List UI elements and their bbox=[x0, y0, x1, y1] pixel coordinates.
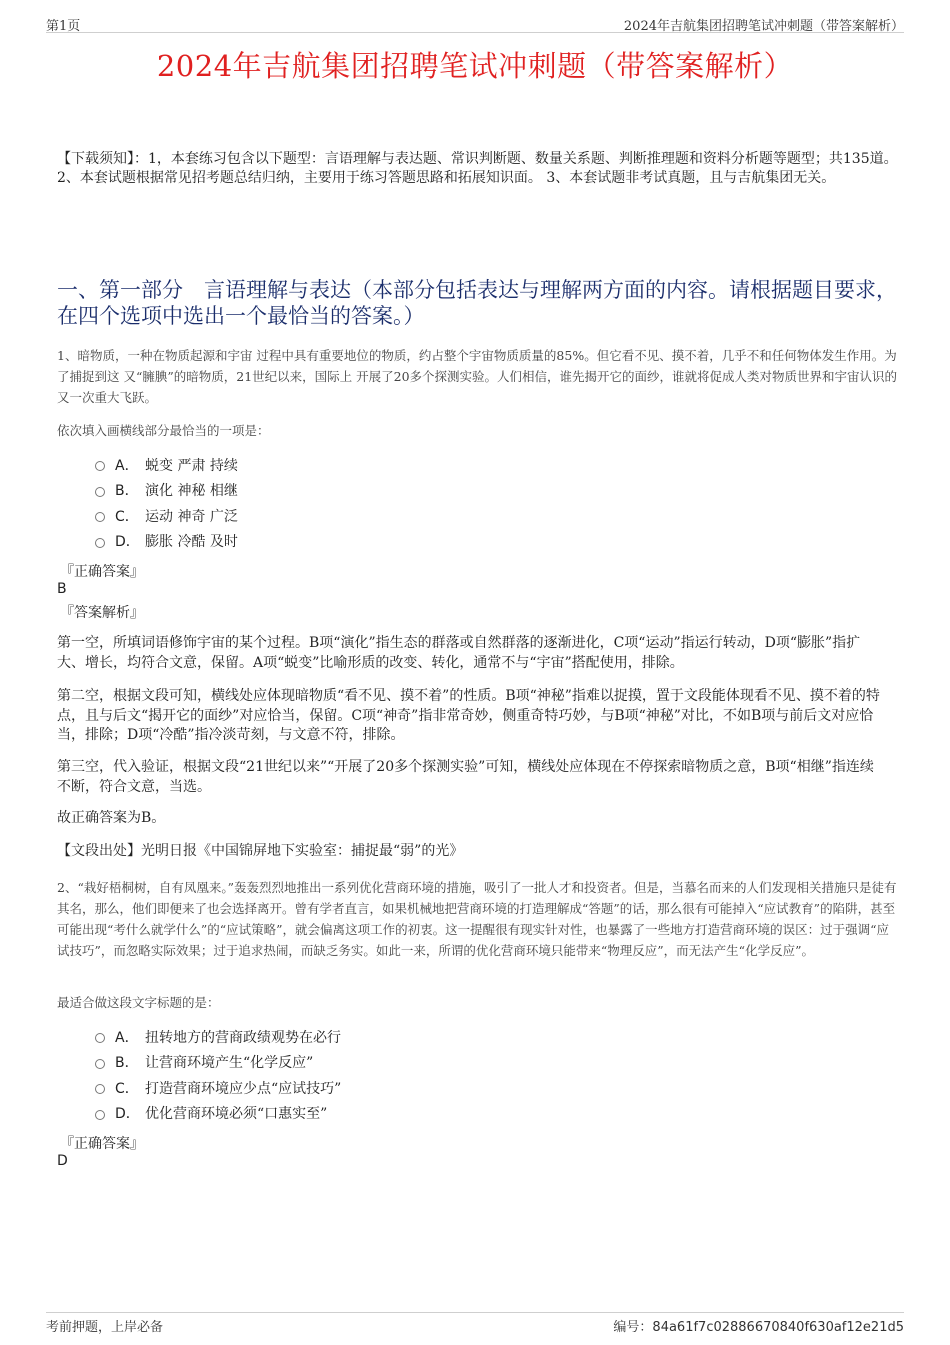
text-source: 【文段出处】光明日报《中国锦屏地下实验室：捕捉最“弱”的光》 bbox=[57, 843, 464, 859]
document-code: 编号：84a61f7c02886670840f630af12e21d5 bbox=[613, 1320, 904, 1335]
question-2-prompt: 最适合做这段文字标题的是： bbox=[57, 995, 220, 1010]
option-a[interactable]: A． 扭转地方的营商政绩观势在必行 bbox=[95, 1024, 341, 1050]
option-text: 让营商环境产生“化学反应” bbox=[145, 1055, 314, 1072]
radio-icon[interactable] bbox=[95, 512, 105, 522]
option-d[interactable]: D． 优化营商环境必须“口惠实至” bbox=[95, 1101, 341, 1127]
option-c[interactable]: C． 打造营商环境应少点“应试技巧” bbox=[95, 1075, 341, 1101]
question-1-text: 1、暗物质，一种在物质起源和宇宙 过程中具有重要地位的物质，约占整个宇宙物质质量的85%。但它看不见、摸不着，几乎不和任何物体发生作用。为了捕捉到这 又“臃腆”的暗物质，21世纪以来，国际上 开展了20多个探测实验。人们相信，谁先揭开它的面纱，谁就将促成人类对物质世界和宇宙认识的又一次重大飞跃。 bbox=[57, 348, 898, 405]
correct-answer-label: 『正确答案』 bbox=[60, 564, 144, 580]
option-text: 打造营商环境应少点“应试技巧” bbox=[145, 1080, 342, 1097]
document-title: 2024年吉航集团招聘笔试冲刺题（带答案解析） bbox=[156, 49, 794, 83]
option-text: 优化营商环境必须“口惠实至” bbox=[145, 1106, 328, 1123]
correct-answer-value: B bbox=[57, 581, 67, 597]
radio-icon[interactable] bbox=[95, 487, 105, 497]
footer-slogan: 考前押题，上岸必备 bbox=[46, 1320, 164, 1335]
question-1-prompt: 依次填入画横线部分最恰当的一项是： bbox=[57, 423, 270, 438]
analysis-paragraph: 第三空，代入验证，根据文段“21世纪以来”“开展了20多个探测实验”可知，横线处应体现在不停探索暗物质之意，B项“相继”指连续不断，符合文意，当选。 bbox=[57, 759, 874, 795]
radio-icon[interactable] bbox=[95, 538, 105, 548]
question-2-options bbox=[95, 1024, 341, 1126]
analysis-paragraph: 第二空，根据文段可知，横线处应体现暗物质“看不见、摸不着”的性质。B项“神秘”指难以捉摸，置于文段能体现看不见、摸不着的特点，且与后文“揭开它的面纱”对应恰当，保留。C项“神奇”指非常奇妙，侧重奇特巧妙，与B项“神秘”对比，不如B项与前后文对应恰当，排除；D项“冷酷”指冷淡苛刻，与文意不符，排除。 bbox=[57, 688, 880, 743]
question-2-text: 2、“栽好梧桐树，自有凤凰来。”轰轰烈烈地推出一系列优化营商环境的措施，吸引了一批人才和投资者。但是，当慕名而来的人们发现相关措施只是徒有其名，那么，他们即便来了也会选择离开。曾有学者直言，如果机械地把营商环境的打造理解成“答题”的话，那么很有可能掉入“应试教育”的陷阱，甚至可能出现“考什么就学什么”的“应试策略”，就会偏离这项工作的初衷。这一提醒很有现实针对性，也暴露了一些地方打造营商环境的误区：过于强调“应试技巧”，而忽略实际效果；过于追求热闹，而缺乏务实。如此一来，所谓的优化营商环境只能带来“物理反应”，而无法产生“化学反应”。 bbox=[57, 880, 897, 958]
page-number: 第1页 bbox=[46, 19, 81, 34]
option-text: 蜕变 严肃 持续 bbox=[145, 457, 238, 474]
option-c[interactable]: C． 运动 神奇 广泛 bbox=[95, 503, 238, 529]
page-header bbox=[46, 12, 904, 33]
option-b[interactable]: B． 让营商环境产生“化学反应” bbox=[95, 1050, 341, 1076]
option-b[interactable]: B． 演化 神秘 相继 bbox=[95, 478, 238, 504]
option-text: 运动 神奇 广泛 bbox=[145, 508, 238, 525]
correct-answer-value: D bbox=[57, 1153, 68, 1169]
download-notice: 【下载须知】：1，本套练习包含以下题型：言语理解与表达题、常识判断题、数量关系题、判断推理题和资料分析题等题型；共135道。 2、本套试题根据常见招考题总结归纳，主要用于练习答题思路和拓展知识面。 3、本套试题非考试真题，且与吉航集团无关。 bbox=[57, 151, 898, 186]
correct-answer-label: 『正确答案』 bbox=[60, 1136, 144, 1152]
question-1-options bbox=[95, 452, 238, 554]
radio-icon[interactable] bbox=[95, 1110, 105, 1120]
radio-icon[interactable] bbox=[95, 1084, 105, 1094]
radio-icon[interactable] bbox=[95, 1033, 105, 1043]
option-d[interactable]: D． 膨胀 冷酷 及时 bbox=[95, 529, 238, 555]
radio-icon[interactable] bbox=[95, 1059, 105, 1069]
option-a[interactable]: A． 蜕变 严肃 持续 bbox=[95, 452, 238, 478]
radio-icon[interactable] bbox=[95, 461, 105, 471]
option-text: 演化 神秘 相继 bbox=[145, 483, 238, 500]
header-doc-title: 2024年吉航集团招聘笔试冲刺题（带答案解析） bbox=[623, 19, 904, 34]
analysis-label: 『答案解析』 bbox=[60, 605, 144, 621]
page-footer bbox=[46, 1312, 904, 1333]
section-heading: 一、第一部分 言语理解与表达（本部分包括表达与理解两方面的内容。请根据题目要求，在四个选项中选出一个最恰当的答案。） bbox=[57, 278, 897, 328]
analysis-paragraph: 第一空，所填词语修饰宇宙的某个过程。B项“演化”指生态的群落或自然群落的逐渐进化，C项“运动”指运行转动，D项“膨胀”指扩大、增长，均符合文意，保留。A项“蜕变”比喻形质的改变、转化，通常不与“宇宙”搭配使用，排除。 bbox=[57, 635, 861, 671]
analysis-conclusion: 故正确答案为B。 bbox=[57, 810, 166, 826]
option-text: 膨胀 冷酷 及时 bbox=[145, 534, 238, 551]
option-text: 扭转地方的营商政绩观势在必行 bbox=[145, 1029, 341, 1046]
